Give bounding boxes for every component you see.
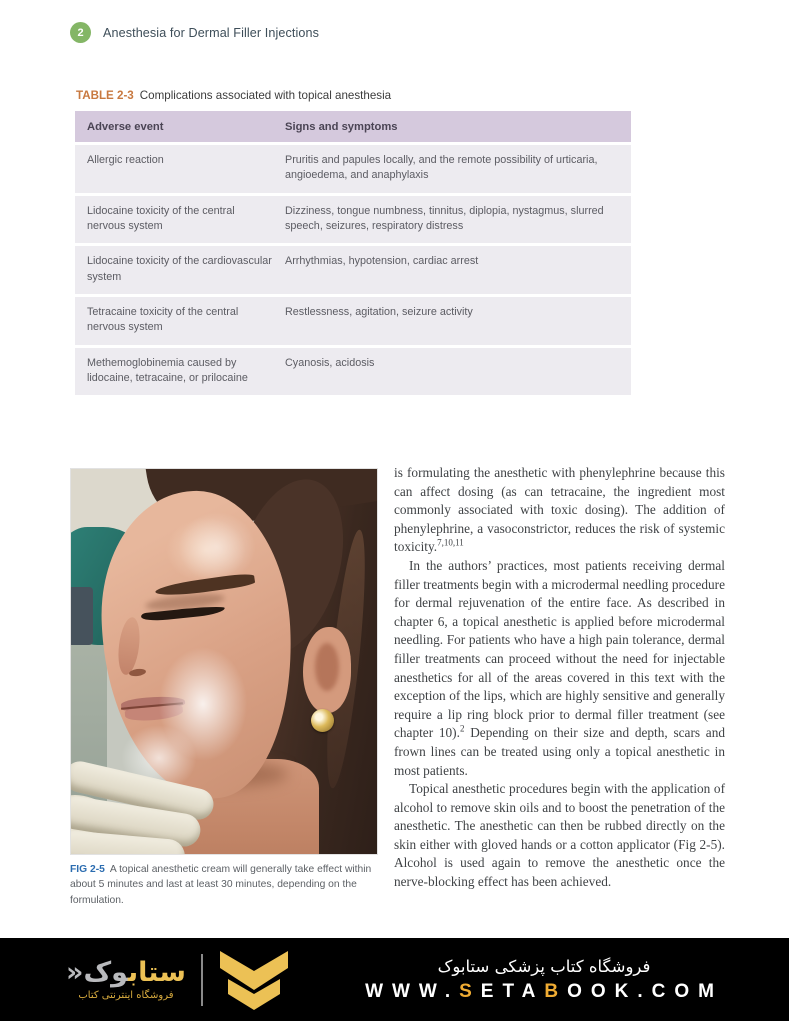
adverse-event-cell: Tetracaine toxicity of the central nervous system [87, 305, 239, 334]
signs-symptoms-cell: Restlessness, agitation, seizure activity [285, 305, 473, 318]
running-header [70, 22, 319, 43]
reference-superscript: 7,10,11 [437, 537, 464, 548]
running-header-title: Anesthesia for Dermal Filler Injections [103, 25, 319, 40]
adverse-event-cell: Lidocaine toxicity of the central nervous system [87, 204, 235, 232]
figure-caption [70, 862, 382, 908]
figure-caption-text: A topical anesthetic cream will generally take effect within about 5 minutes and last at least 30 minutes, depending on the formulation. [70, 864, 372, 906]
table-body [75, 145, 631, 395]
setabook-chevron-icon [218, 949, 290, 1011]
logo-subtitle: فروشگاه اینترنتی کتاب [78, 990, 174, 1002]
column-header-adverse-event: Adverse event [87, 120, 164, 133]
table-row [75, 145, 631, 193]
table-2-3-block [75, 89, 631, 398]
table-row [75, 348, 631, 396]
store-name-farsi: فروشگاه کتاب پزشکی ستابوک [437, 956, 651, 976]
logo-divider [201, 954, 203, 1006]
adverse-event-cell: Lidocaine toxicity of the cardiovascular system [87, 255, 272, 283]
adverse-event-cell: Methemoglobinemia caused by lidocaine, tetracaine, or prilocaine [87, 356, 248, 384]
signs-symptoms-cell: Cyanosis, acidosis [285, 356, 375, 369]
table-row [75, 196, 631, 244]
signs-symptoms-cell: Pruritis and papules locally, and the remote possibility of urticaria, angioedema, and anaphylaxis [285, 154, 598, 182]
column-header-signs-symptoms: Signs and symptoms [285, 120, 398, 133]
setabook-logo-texts [66, 958, 186, 1002]
complications-table [75, 111, 631, 395]
adverse-event-cell: Allergic reaction [87, 154, 164, 166]
table-caption-text: Complications associated with topical anesthesia [139, 89, 392, 102]
table-title [76, 89, 631, 102]
footer-banner [0, 938, 789, 1021]
signs-symptoms-cell: Dizziness, tongue numbness, tinnitus, diplopia, nystagmus, slurred speech, seizures, respiratory distress [285, 204, 604, 232]
brand-wordmark: ستابوک« [66, 956, 186, 988]
reference-superscript: 2 [459, 723, 465, 734]
table-row [75, 297, 631, 345]
photo-background-patch [70, 587, 93, 645]
table-row [75, 246, 631, 294]
body-paragraph: Topical anesthetic procedures begin with the application of alcohol to remove skin oils and to boost the penetration of the anesthetic. The anesthetic can then be rubbed directly on the skin either with gloved hands or a cotton applicator (Fig 2-5). Alcohol is used again to remove the anesthetic once the nerve-blocking effect has been achieved. [394, 781, 725, 890]
figure-2-5 [70, 468, 380, 908]
footer-right [365, 957, 723, 1003]
signs-symptoms-cell: Arrhythmias, hypotension, cardiac arrest [285, 255, 479, 268]
table-label: TABLE 2-3 [76, 89, 134, 102]
table-header-row [75, 111, 631, 142]
photo-gold-earring [311, 709, 334, 732]
figure-label: FIG 2-5 [70, 864, 105, 875]
chapter-number-badge: 2 [70, 22, 91, 43]
body-text-column [394, 464, 725, 892]
body-paragraph: In the authors’ practices, most patients receiving dermal filler treatments begin with a microdermal needling procedure for dermal rejuvenation of the entire face. As described in chapter 6, a topical anesthetic is applied before microdermal needling. For patients who have a high pain tolerance, dermal filler treatments can proceed without the need for injectable anesthetics for all of the areas covered in this text with the exception of the lips, which are highly sensitive and generally require a lip ring block prior to dermal filler treatment (see chapter 10).$^2$ Depending on their size and depth, scars and frown lines can be treated using only a topical anesthetic in most patients. [394, 557, 725, 778]
setabook-logo [66, 949, 290, 1011]
photo-ear-inner [315, 643, 339, 691]
website-link[interactable]: WWW.SETABOOK.COM [365, 980, 723, 1002]
figure-photo [70, 468, 378, 855]
body-paragraph: is formulating the anesthetic with phenylephrine because this can affect dosing (as can tetracaine, the ingredient most commonly associated with toxic dosing). The addition of phenylephrine, a vasoconstrictor, reduces the risk of systemic toxicity.$^{7,10,11}$ [394, 465, 725, 555]
